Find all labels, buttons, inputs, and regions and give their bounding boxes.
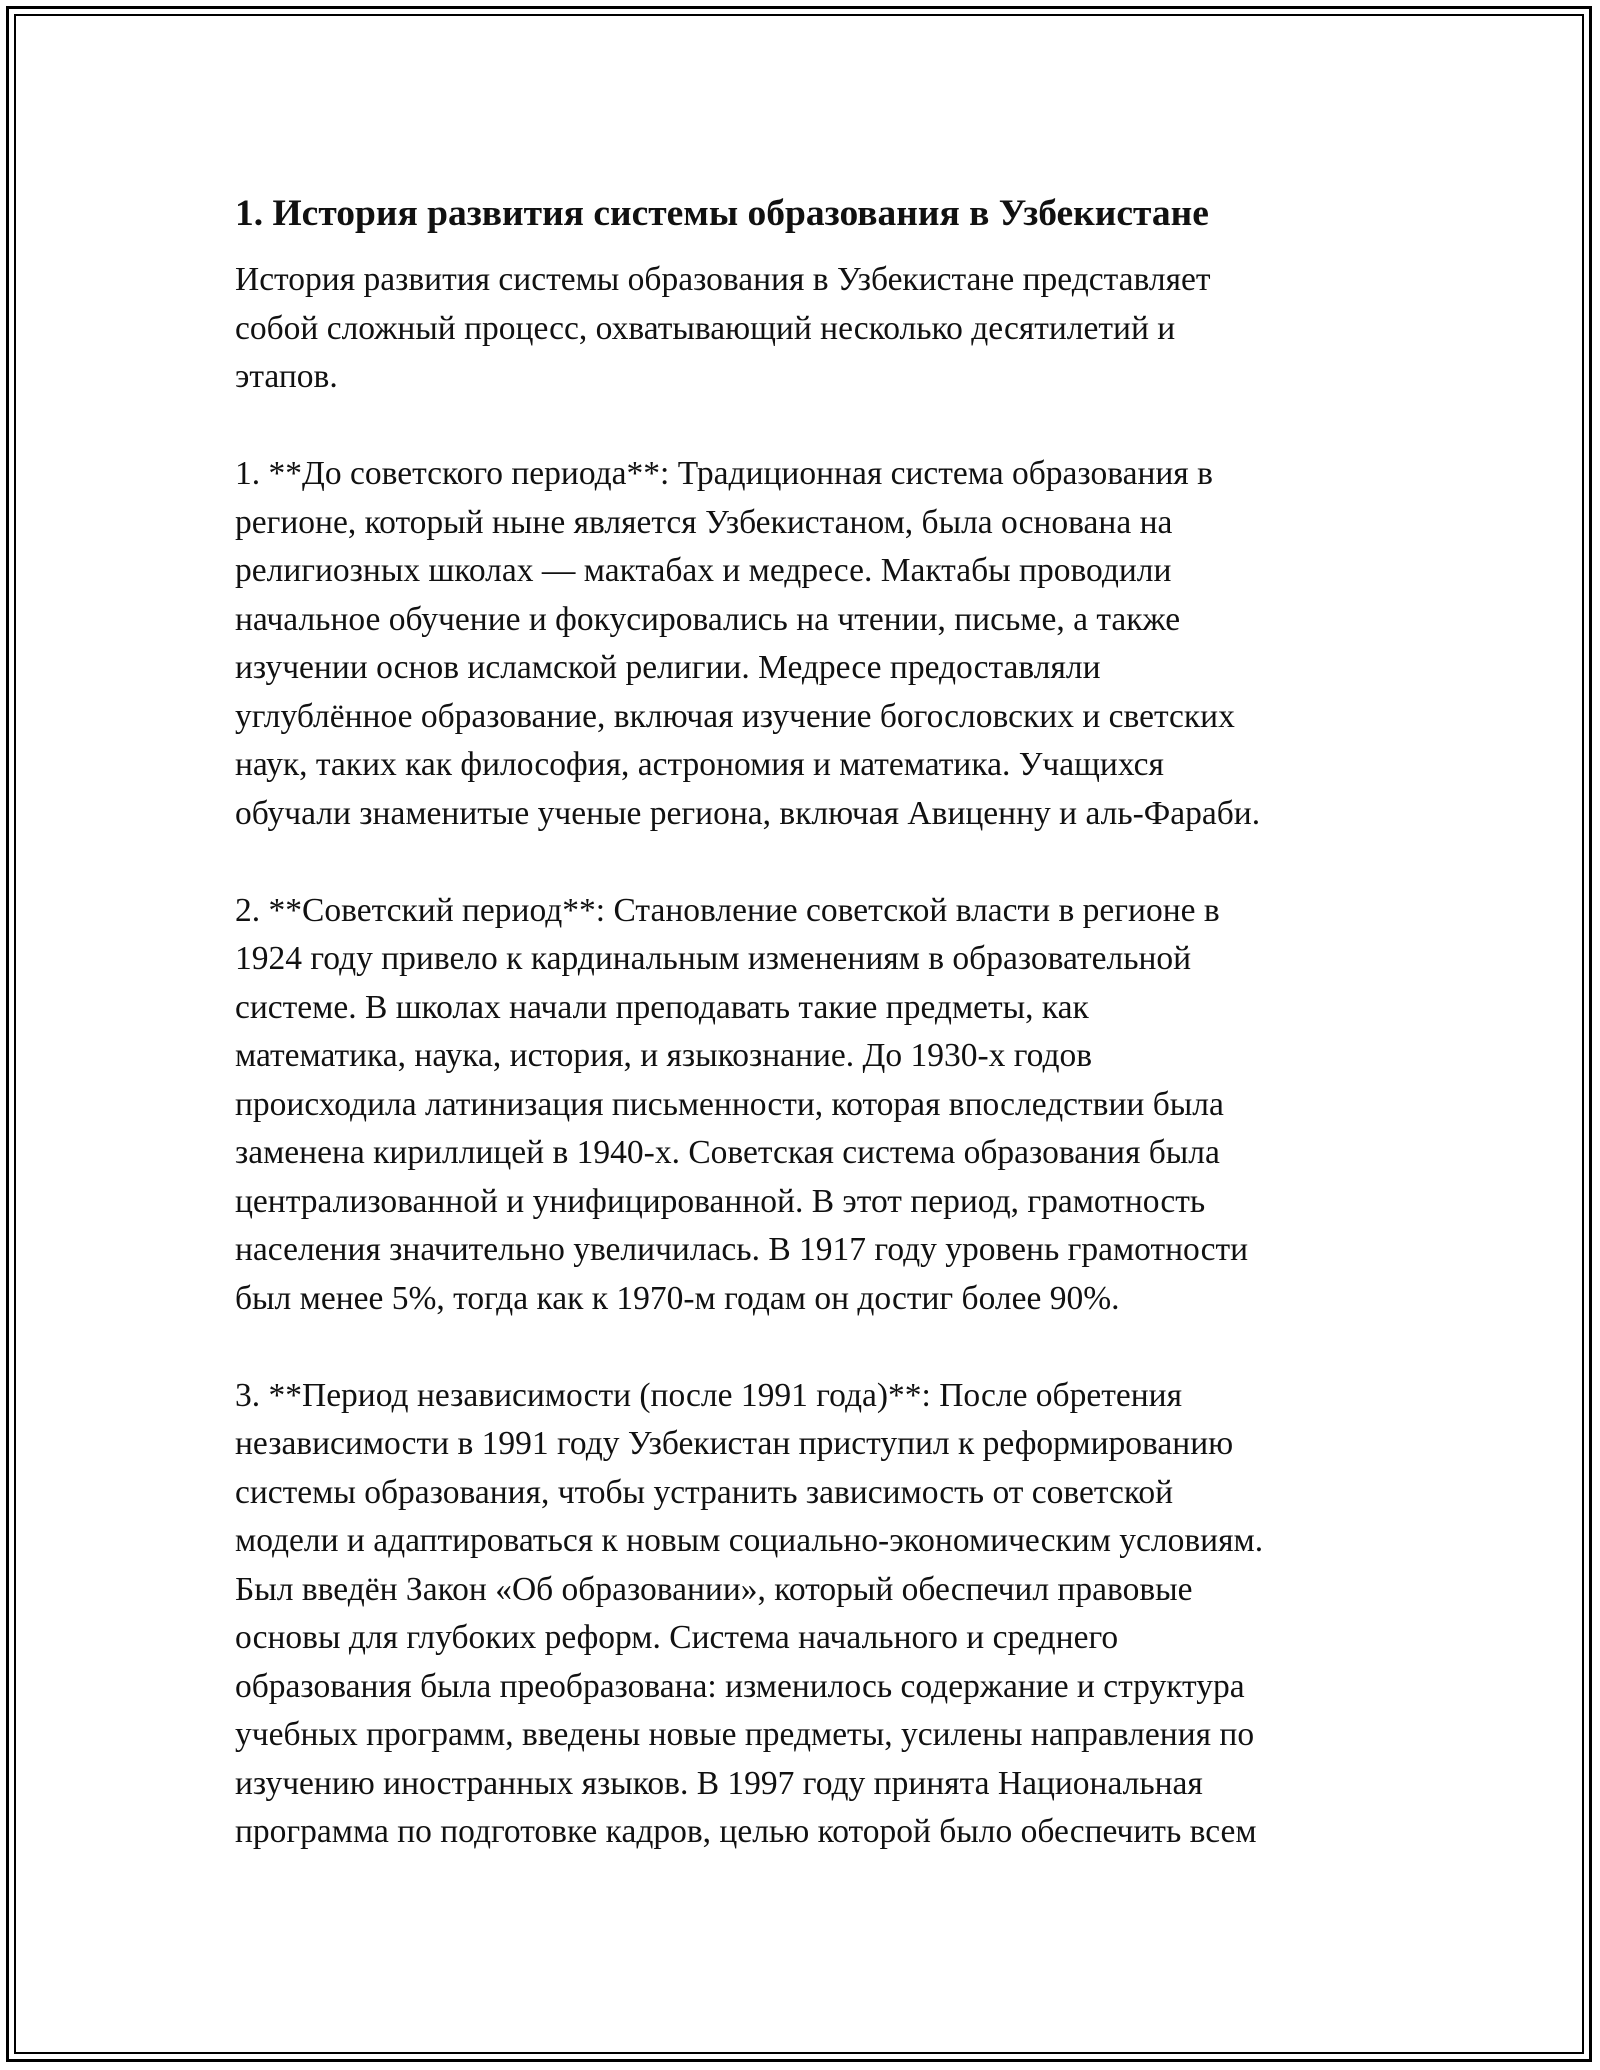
soviet-paragraph (235, 887, 1375, 1324)
text-line: основы для глубоких реформ. Система начального и среднего (235, 1619, 1119, 1656)
text-line: изучению иностранных языков. В 1997 году принята Национальная (235, 1764, 1203, 1802)
text-line: регионе, который ныне является Узбекистаном, была основана на (235, 503, 1173, 541)
text-line: собой сложный процесс, охватывающий несколько десятилетий и (235, 309, 1176, 347)
text-line: математика, наука, история, и языкознание. До 1930-х годов (235, 1037, 1093, 1074)
text-line: образования была преобразована: изменилось содержание и структура (235, 1667, 1245, 1705)
text-line: углублённое образование, включая изучение богословских и светских (235, 697, 1235, 735)
section-heading: 1. История развития системы образования в Узбекистане (235, 193, 1209, 234)
text-line: обучали знаменитые ученые региона, включая Авиценну и аль-Фараби. (235, 794, 1261, 832)
text-line: был менее 5%, тогда как к 1970-м годам он достиг более 90%. (235, 1279, 1120, 1317)
text-line: модели и адаптироваться к новым социально-экономическим условиям. (235, 1522, 1264, 1559)
text-line: Был введён Закон «Об образовании», который обеспечил правовые (235, 1570, 1193, 1608)
independence-paragraph (235, 1372, 1375, 1857)
text-line: 3. **Период независимости (после 1991 года)**: После обретения (235, 1376, 1182, 1414)
text-line: религиозных школах — мактабах и медресе. Мактабы проводили (235, 552, 1172, 589)
text-line: программа по подготовке кадров, целью которой было обеспечить всем (235, 1813, 1257, 1850)
text-line: начальное обучение и фокусировались на чтении, письме, а также (235, 600, 1181, 638)
text-line: этапов. (235, 358, 338, 395)
intro-paragraph (235, 256, 1375, 402)
text-line: системе. В школах начали преподавать такие предметы, как (235, 988, 1089, 1026)
text-line: 1924 году привело к кардинальным изменениям в образовательной (235, 940, 1192, 977)
text-line: централизованной и унифицированной. В этот период, грамотность (235, 1182, 1206, 1220)
text-line: История развития системы образования в Узбекистане представляет (235, 261, 1211, 298)
document-body (235, 188, 1375, 1905)
text-line: наук, таких как философия, астрономия и математика. Учащихся (235, 746, 1164, 783)
text-line: независимости в 1991 году Узбекистан приступил к реформированию (235, 1425, 1234, 1462)
text-line: населения значительно увеличилась. В 1917 году уровень грамотности (235, 1231, 1249, 1268)
text-line: учебных программ, введены новые предметы, усилены направления по (235, 1716, 1255, 1753)
text-line: происходила латинизация письменности, которая впоследствии была (235, 1085, 1224, 1123)
text-line: системы образования, чтобы устранить зависимость от советской (235, 1473, 1174, 1511)
pre-soviet-paragraph (235, 450, 1375, 838)
text-line: заменена кириллицей в 1940-х. Советская система образования была (235, 1134, 1220, 1171)
text-line: изучении основ исламской религии. Медресе предоставляли (235, 649, 1101, 686)
text-line: 2. **Советский период**: Становление советской власти в регионе в (235, 891, 1220, 929)
text-line: 1. **До советского периода**: Традиционная система образования в (235, 455, 1213, 492)
